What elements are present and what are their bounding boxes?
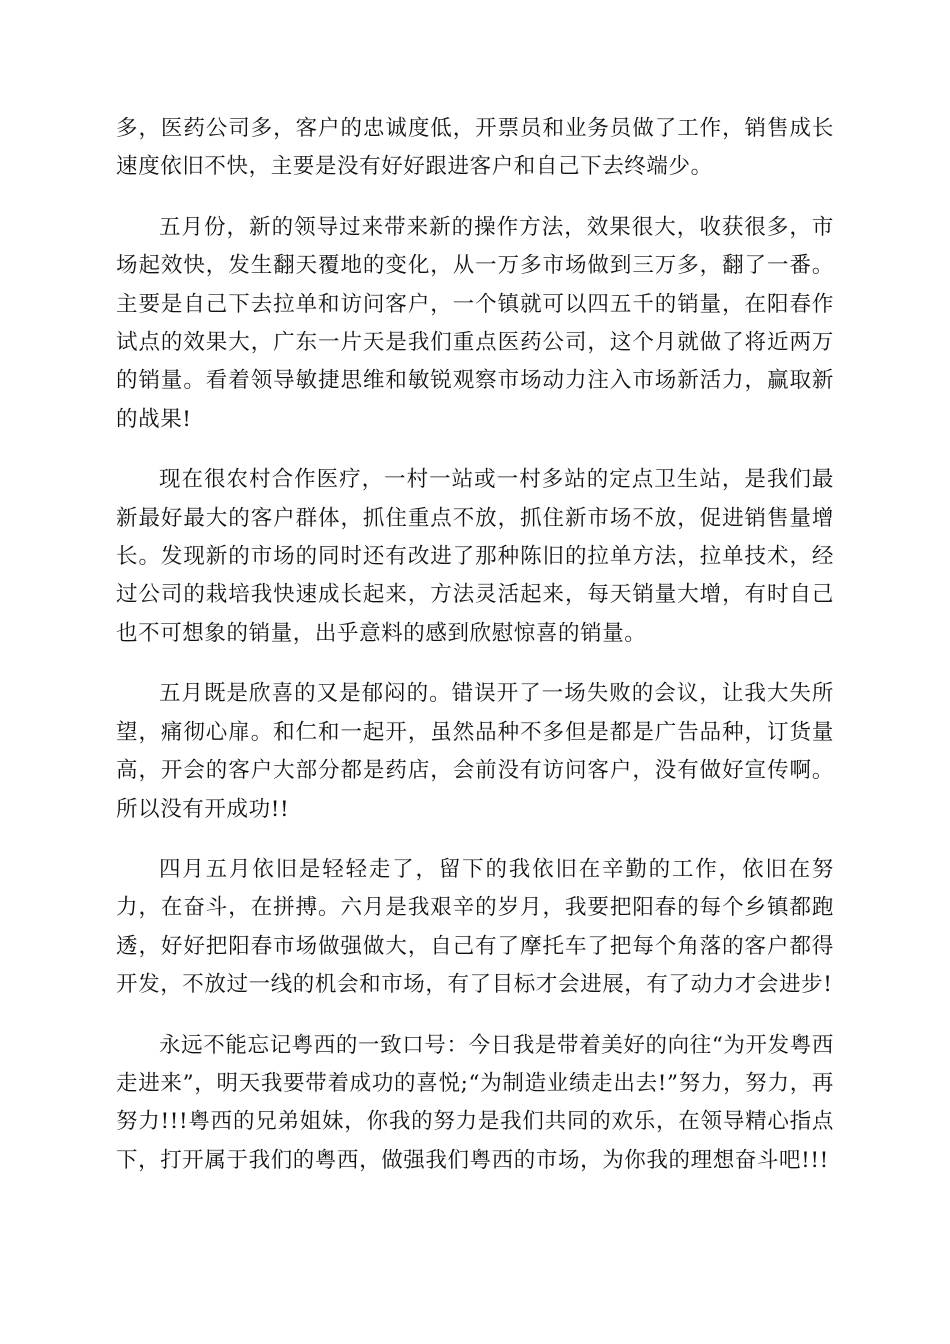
document-body — [116, 110, 834, 1202]
paragraph-1: 多，医药公司多，客户的忠诚度低，开票员和业务员做了工作，销售成长速度依旧不快，主要是没有好好跟进客户和自己下去终端少。 — [116, 116, 834, 180]
paragraph-4: 五月既是欣喜的又是郁闷的。错误开了一场失败的会议，让我大失所望，痛彻心扉。和仁和一起开，虽然品种不多但是都是广告品种，订货量高，开会的客户大部分都是药店，会前没有访问客户，没有做好宣传啊。所以没有开成功!! — [116, 681, 834, 822]
paragraph-3: 现在很农村合作医疗，一村一站或一村多站的定点卫生站，是我们最新最好最大的客户群体，抓住重点不放，抓住新市场不放，促进销售量增长。发现新的市场的同时还有改进了那种陈旧的拉单方法，拉单技术，经过公司的栽培我快速成长起来，方法灵活起来，每天销量大增，有时自己也不可想象的销量，出乎意料的感到欣慰惊喜的销量。 — [116, 467, 834, 646]
paragraph-2: 五月份，新的领导过来带来新的操作方法，效果很大，收获很多，市场起效快，发生翻天覆地的变化，从一万多市场做到三万多，翻了一番。主要是自己下去拉单和访问客户，一个镇就可以四五千的销量，在阳春作试点的效果大，广东一片天是我们重点医药公司，这个月就做了将近两万的销量。看着领导敏捷思维和敏锐观察市场动力注入市场新活力，赢取新的战果! — [116, 214, 834, 432]
paragraph-5: 四月五月依旧是轻轻走了，留下的我依旧在辛勤的工作，依旧在努力，在奋斗，在拼搏。六月是我艰辛的岁月，我要把阳春的每个乡镇都跑透，好好把阳春市场做强做大，自己有了摩托车了把每个角落的客户都得开发，不放过一线的机会和市场，有了目标才会进展，有了动力才会进步! — [116, 856, 834, 998]
paragraph-6: 永远不能忘记粤西的一致口号：今日我是带着美好的向往“为开发粤西走进来”，明天我要带着成功的喜悦;“为制造业绩走出去!”努力，努力，再努力!!!粤西的兄弟姐妹，你我的努力是我们共同的欢乐，在领导精心指点下，打开属于我们的粤西，做强我们粤西的市场，为你我的理想奋斗吧!!! — [116, 1032, 834, 1173]
